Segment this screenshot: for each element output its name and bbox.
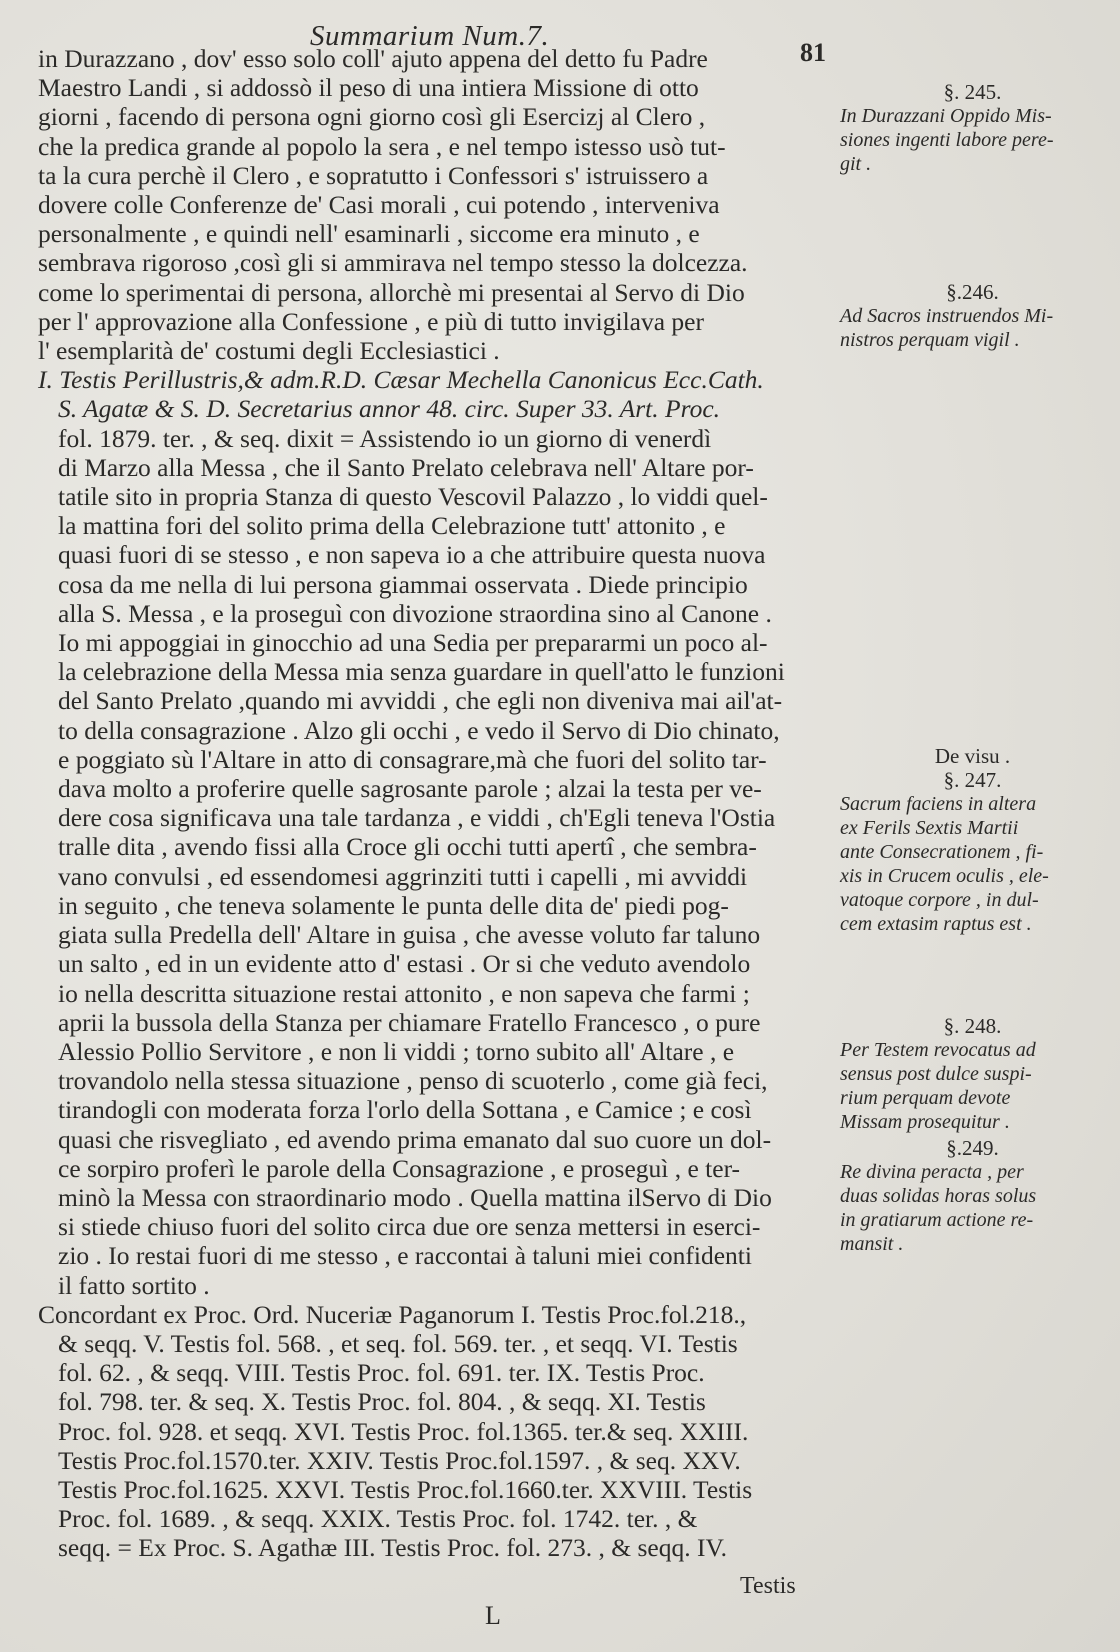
- page-number: 81: [800, 38, 826, 67]
- citation-line: Concordant ex Proc. Ord. Nuceriæ Paganorum I. Testis Proc.fol.218.,: [38, 1299, 747, 1329]
- margin-line: in gratiarum actione re-: [840, 1209, 1034, 1231]
- text-line: dere cosa significava una tale tardanza , e viddi , ch'Egli teneva l'Ostia: [58, 803, 776, 833]
- text-line: giorni , facendo di persona ogni giorno così gli Esercizj al Clero ,: [38, 102, 706, 132]
- text-line: quasi fuori di se stesso , e non sapeva io a che attribuire questa nuova: [58, 540, 766, 570]
- margin-line: In Durazzani Oppido Mis-: [840, 105, 1052, 127]
- text-line: aprii la bussola della Stanza per chiamare Fratello Francesco , o pure: [58, 1007, 761, 1037]
- margin-line: xis in Crucem oculis , ele-: [840, 865, 1049, 887]
- text-line: Maestro Landi , si addossò il peso di una intiera Missione di otto: [38, 73, 699, 103]
- text-line: per l' approvazione alla Confessione , e più di tutto invigilava per: [38, 306, 704, 336]
- main-text: [38, 44, 838, 1563]
- text-line: e poggiato sù l'Altare in atto di consagrare,mà che fuori del solito tar-: [58, 744, 767, 774]
- text-line: trovandolo nella stessa situazione , penso di scuoterlo , come già feci,: [58, 1066, 768, 1096]
- paragraph-durazzano: [38, 44, 838, 365]
- margin-line: sensus post dulce suspi-: [840, 1063, 1032, 1085]
- text-line: tirandogli con moderata forza l'orlo della Sottana , e Camice ; e così: [58, 1095, 752, 1125]
- running-head: Summarium Num.7.: [310, 20, 550, 52]
- margin-line: cem extasim raptus est .: [840, 913, 1032, 935]
- text-line: Alessio Pollio Servitore , e non li viddi ; torno subito all' Altare , e: [58, 1036, 735, 1066]
- text-line: vano convulsi , ed essendomesi aggrinziti tutti i capelli , mi avviddi: [58, 861, 748, 891]
- paragraph-concordant: [38, 1300, 838, 1563]
- text-line: si stiede chiuso fuori del solito circa due ore senza mettersi in eserci-: [58, 1212, 761, 1242]
- citation-line: fol. 62. , & seqq. VIII. Testis Proc. fol. 691. ter. IX. Testis Proc.: [58, 1358, 705, 1388]
- margin-note-245: [840, 80, 1105, 176]
- margin-line: Sacrum faciens in altera: [840, 793, 1037, 815]
- margin-line: Per Testem revocatus ad: [840, 1039, 1036, 1061]
- citation-line: fol. 798. ter. & seq. X. Testis Proc. fol. 804. , & seqq. XI. Testis: [58, 1387, 706, 1417]
- margin-line: ante Consecrationem , fi-: [840, 841, 1044, 863]
- paragraph-testimony: [38, 365, 838, 1300]
- margin-line: Re divina peracta , per: [840, 1161, 1024, 1183]
- text-line: personalmente , e quindi nell' esaminarli , siccome era minuto , e: [38, 219, 700, 249]
- citation-line: Testis Proc.fol.1570.ter. XXIV. Testis Proc.fol.1597. , & seq. XXV.: [58, 1445, 741, 1475]
- text-line: un salto , ed in un evidente atto d' estasi . Or si che veduto avendolo: [58, 949, 751, 979]
- text-line: tatile sito in propria Stanza di questo Vescovil Palazzo , lo viddi quel-: [58, 482, 768, 512]
- margin-line: ex Ferils Sextis Martii: [840, 817, 1019, 839]
- catchword: Testis: [740, 1573, 796, 1599]
- text-line: del Santo Prelato ,quando mi avviddi , che egli non diveniva mai ail'at-: [58, 686, 783, 716]
- text-line: quasi che risvegliato , ed avendo prima emanato dal suo cuore un dol-: [58, 1124, 772, 1154]
- citation-line: Testis Proc.fol.1625. XXVI. Testis Proc.fol.1660.ter. XXVIII. Testis: [58, 1474, 753, 1504]
- margin-line: Missam prosequitur .: [840, 1111, 1010, 1133]
- text-line: che la predica grande al popolo la sera , e nel tempo istesso usò tut-: [38, 131, 726, 161]
- text-line: di Marzo alla Messa , che il Santo Prelato celebrava nell' Altare por-: [58, 452, 754, 482]
- text-line: dovere colle Conferenze de' Casi morali , cui potendo , interveniva: [38, 190, 720, 220]
- text-line: l' esemplarità de' costumi degli Ecclesiastici .: [38, 336, 500, 366]
- section-number: §.249.: [946, 1136, 999, 1160]
- citation-line: seqq. = Ex Proc. S. Agathæ III. Testis Proc. fol. 273. , & seqq. IV.: [58, 1533, 727, 1563]
- text-line: giata sulla Predella dell' Altare in guisa , che avesse voluto far taluno: [58, 920, 761, 950]
- text-line: ta la cura perchè il Clero , e sopratutto i Confessori s' istruissero a: [38, 160, 709, 190]
- text-line: sembrava rigoroso ,così gli si ammirava nel tempo stesso la dolcezza.: [38, 248, 748, 278]
- margin-note-247: [840, 744, 1105, 936]
- text-line: alla S. Messa , e la proseguì con divozione straordina sino al Canone .: [58, 598, 772, 628]
- margin-line: vatoque corpore , in dul-: [840, 889, 1039, 911]
- text-line: in Durazzano , dov' esso solo coll' ajuto appena del detto fu Padre: [38, 44, 708, 73]
- text-line: dava molto a proferire quelle sagrosante parole ; alzai la testa per ve-: [58, 774, 762, 804]
- margin-note-249: [840, 1136, 1105, 1256]
- text-line: ce sorpiro proferì le parole della Consagrazione , e proseguì , e ter-: [58, 1153, 741, 1183]
- text-line: come lo sperimentai di persona, allorchè mi presentai al Servo di Dio: [38, 277, 745, 307]
- section-number: §. 248.: [943, 1014, 1002, 1038]
- section-number: §. 245.: [943, 80, 1002, 104]
- margin-line: git .: [840, 153, 872, 175]
- text-line: fol. 1879. ter. , & seq. dixit = Assistendo io un giorno di venerdì: [58, 423, 712, 453]
- de-visu-label: De visu .: [934, 744, 1011, 768]
- section-number: §. 247.: [943, 768, 1002, 792]
- margin-line: rium perquam devote: [840, 1087, 1011, 1109]
- citation-line: Proc. fol. 928. et seqq. XVI. Testis Proc. fol.1365. ter.& seq. XXIII.: [58, 1416, 749, 1446]
- testimony-heading: I. Testis Perillustris,& adm.R.D. Cæsar Mechella Canonicus Ecc.Cath.: [38, 365, 764, 395]
- text-line: la mattina fori del solito prima della Celebrazione tutt' attonito , e: [58, 511, 726, 541]
- text-line: la celebrazione della Messa mia senza guardare in quell'atto le funzioni: [58, 657, 785, 687]
- margin-line: nistros perquam vigil .: [840, 329, 1020, 351]
- margin-note-246: [840, 280, 1105, 352]
- citation-line: Proc. fol. 1689. , & seqq. XXIX. Testis Proc. fol. 1742. ter. , &: [58, 1504, 698, 1534]
- text-line: Io mi appoggiai in ginocchio ad una Sedia per prepararmi un poco al-: [58, 628, 768, 658]
- margin-line: duas solidas horas solus: [840, 1185, 1037, 1207]
- margin-line: mansit .: [840, 1233, 904, 1255]
- testimony-heading: S. Agatæ & S. D. Secretarius annor 48. circ. Super 33. Art. Proc.: [58, 394, 721, 424]
- citation-line: & seqq. V. Testis fol. 568. , et seq. fol. 569. ter. , et seqq. VI. Testis: [58, 1328, 738, 1358]
- margin-line: Ad Sacros instruendos Mi-: [840, 305, 1054, 327]
- text-line: minò la Messa con straordinario modo . Quella mattina ilServo di Dio: [58, 1182, 772, 1212]
- text-line: il fatto sortito .: [58, 1270, 210, 1300]
- text-line: tralle dita , avendo fissi alla Croce gli occhi tutti apertî , che sembra-: [58, 832, 757, 862]
- text-line: to della consagrazione . Alzo gli occhi , e vedo il Servo di Dio chinato,: [58, 715, 780, 745]
- text-line: in seguito , che teneva solamente le punta delle dita de' piedi pog-: [58, 890, 729, 920]
- section-number: §.246.: [946, 280, 999, 304]
- text-line: io nella descritta situazione restai attonito , e non sapeva che farmi ;: [58, 978, 750, 1008]
- text-line: zio . Io restai fuori di me stesso , e raccontai à taluni miei confidenti: [58, 1241, 752, 1271]
- margin-line: siones ingenti labore pere-: [840, 129, 1054, 151]
- text-line: cosa da me nella di lui persona giammai osservata . Diede principio: [58, 569, 748, 599]
- signature-mark: L: [485, 1601, 501, 1630]
- margin-note-248: [840, 1014, 1105, 1134]
